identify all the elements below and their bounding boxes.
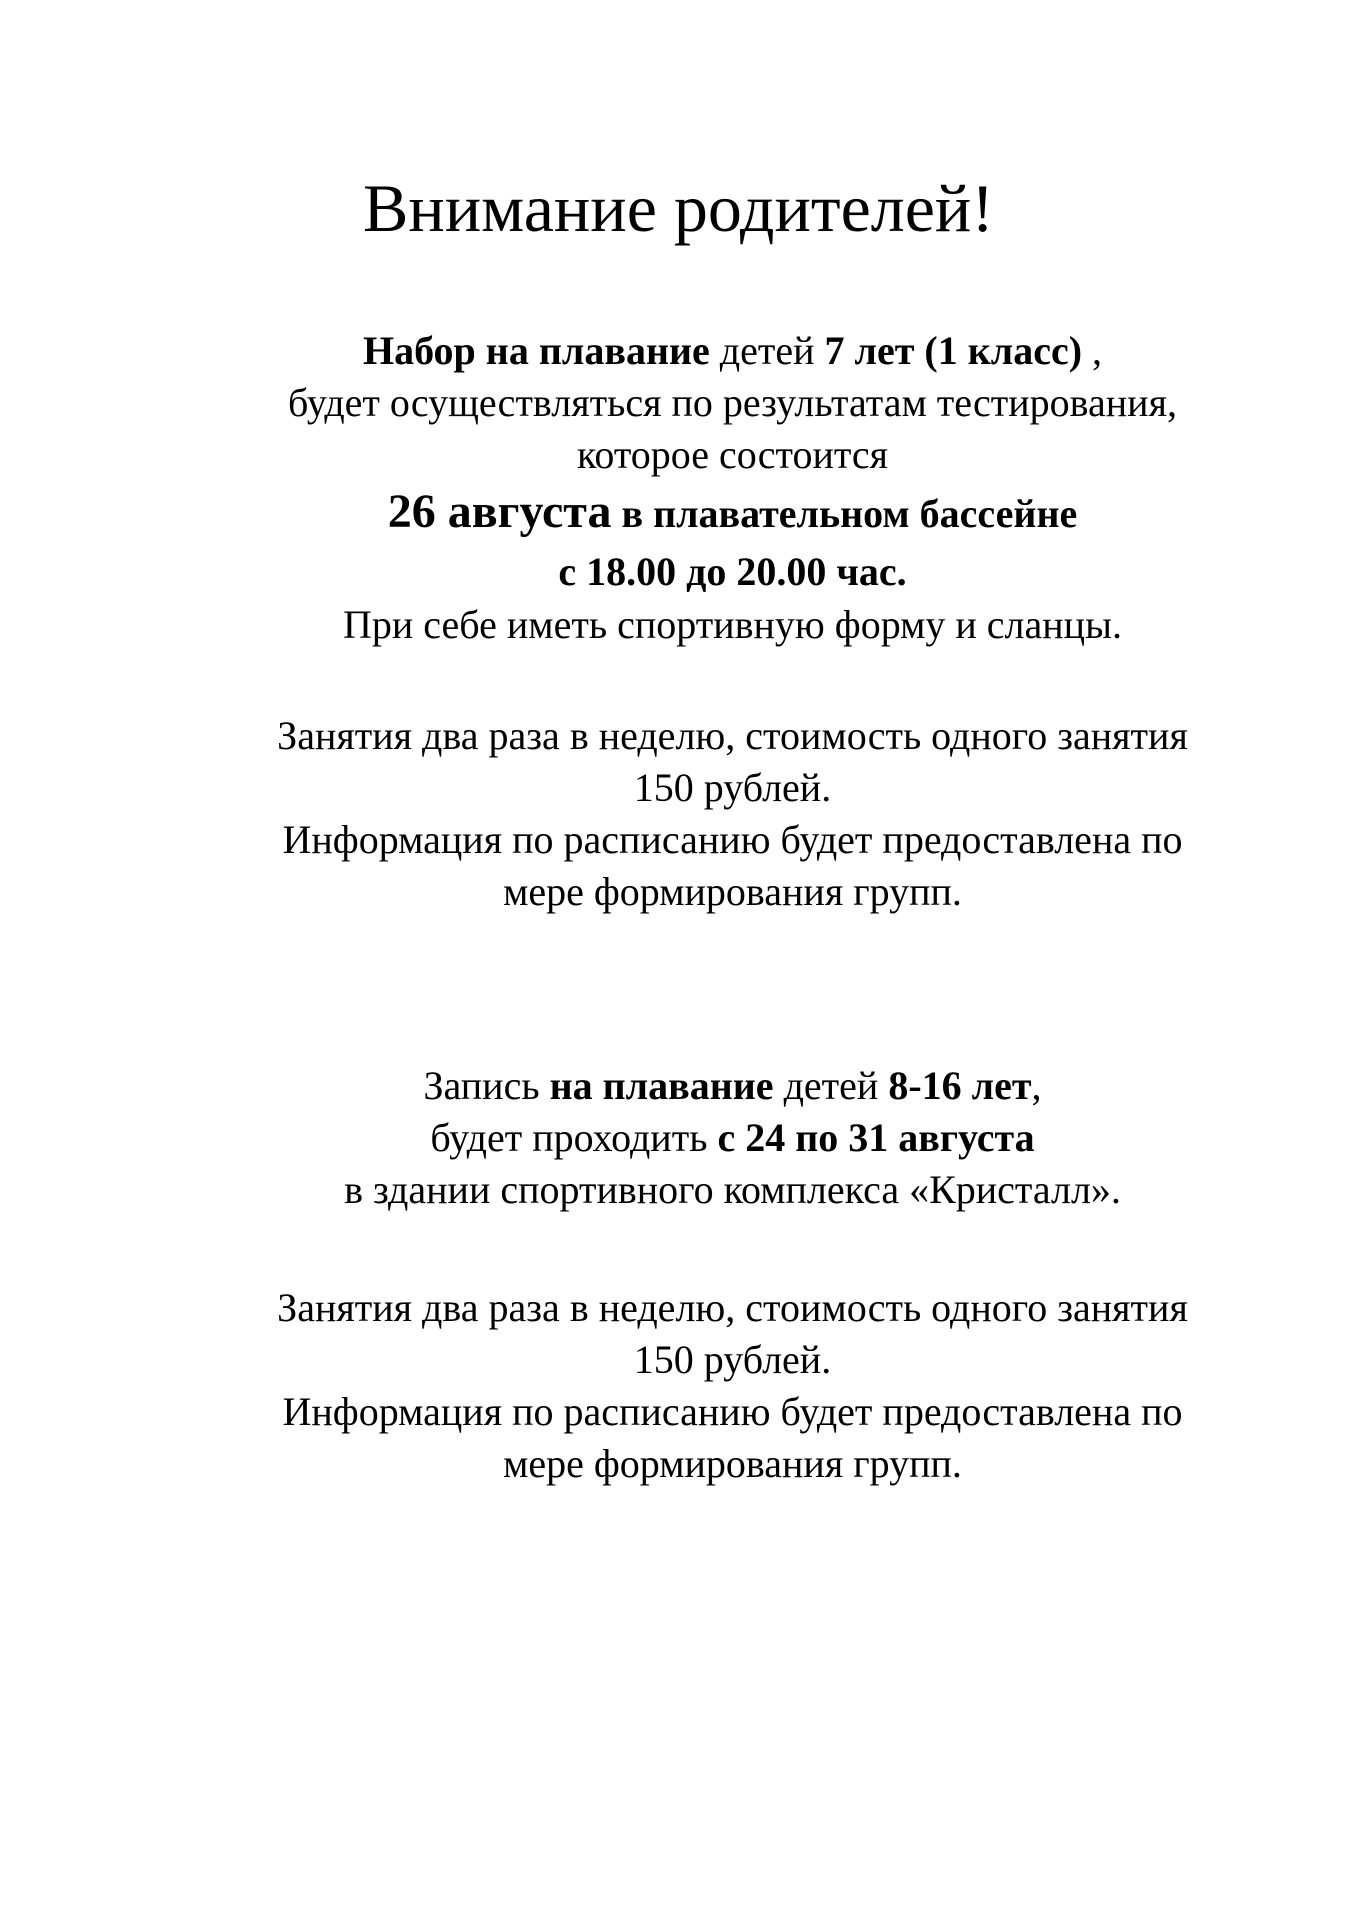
registration-line-1 xyxy=(180,1060,1285,1112)
enrollment-requirements: При себе иметь спортивную форму и сланцы. xyxy=(343,602,1122,647)
older-children-registration-section xyxy=(180,1060,1285,1216)
test-location: в плавательном бассейне xyxy=(611,491,1078,536)
registration-text-3: будет проходить xyxy=(430,1115,718,1160)
schedule2-line-1: Занятия два раза в неделю, стоимость одного занятия xyxy=(277,1285,1188,1330)
registration-location: в здании спортивного комплекса «Кристалл». xyxy=(344,1167,1121,1212)
enrollment-heading: Набор на плавание xyxy=(362,328,710,373)
schedule2-line-4: мере формирования групп. xyxy=(503,1441,962,1486)
enrollment-line-3: которое состоится xyxy=(576,432,889,477)
schedule2-price: 150 рублей. xyxy=(633,1337,832,1382)
registration-dates: с 24 по 31 августа xyxy=(717,1115,1035,1160)
registration-text-2: детей xyxy=(773,1063,889,1108)
schedule-line-4: мере формирования групп. xyxy=(503,869,962,914)
older-children-schedule-section xyxy=(180,1282,1285,1490)
first-grade-schedule-section xyxy=(180,710,1285,918)
schedule-price: 150 рублей. xyxy=(633,765,832,810)
registration-age: 8-16 лет xyxy=(888,1063,1032,1108)
enrollment-date-line xyxy=(180,481,1285,545)
registration-heading: на плавание xyxy=(549,1063,774,1108)
registration-text-1: Запись xyxy=(423,1063,550,1108)
test-date: 26 августа xyxy=(387,485,612,538)
enrollment-line-2: будет осуществляться по результатам тестирования, xyxy=(288,380,1177,425)
enrollment-age: 7 лет (1 класс) xyxy=(824,328,1083,373)
enrollment-text: детей xyxy=(709,328,825,373)
registration-line-2 xyxy=(180,1112,1285,1164)
schedule2-line-3: Информация по расписанию будет предоставлена по xyxy=(282,1389,1183,1434)
test-time: с 18.00 до 20.00 час. xyxy=(558,549,907,594)
schedule-line-3: Информация по расписанию будет предоставлена по xyxy=(282,817,1183,862)
enrollment-comma: , xyxy=(1082,328,1103,373)
first-grade-enrollment-section xyxy=(180,325,1285,651)
schedule-line-1: Занятия два раза в неделю, стоимость одного занятия xyxy=(277,713,1188,758)
registration-comma: , xyxy=(1031,1063,1042,1108)
enrollment-line-1 xyxy=(180,325,1285,377)
page-title: Внимание родителей! xyxy=(363,170,994,246)
